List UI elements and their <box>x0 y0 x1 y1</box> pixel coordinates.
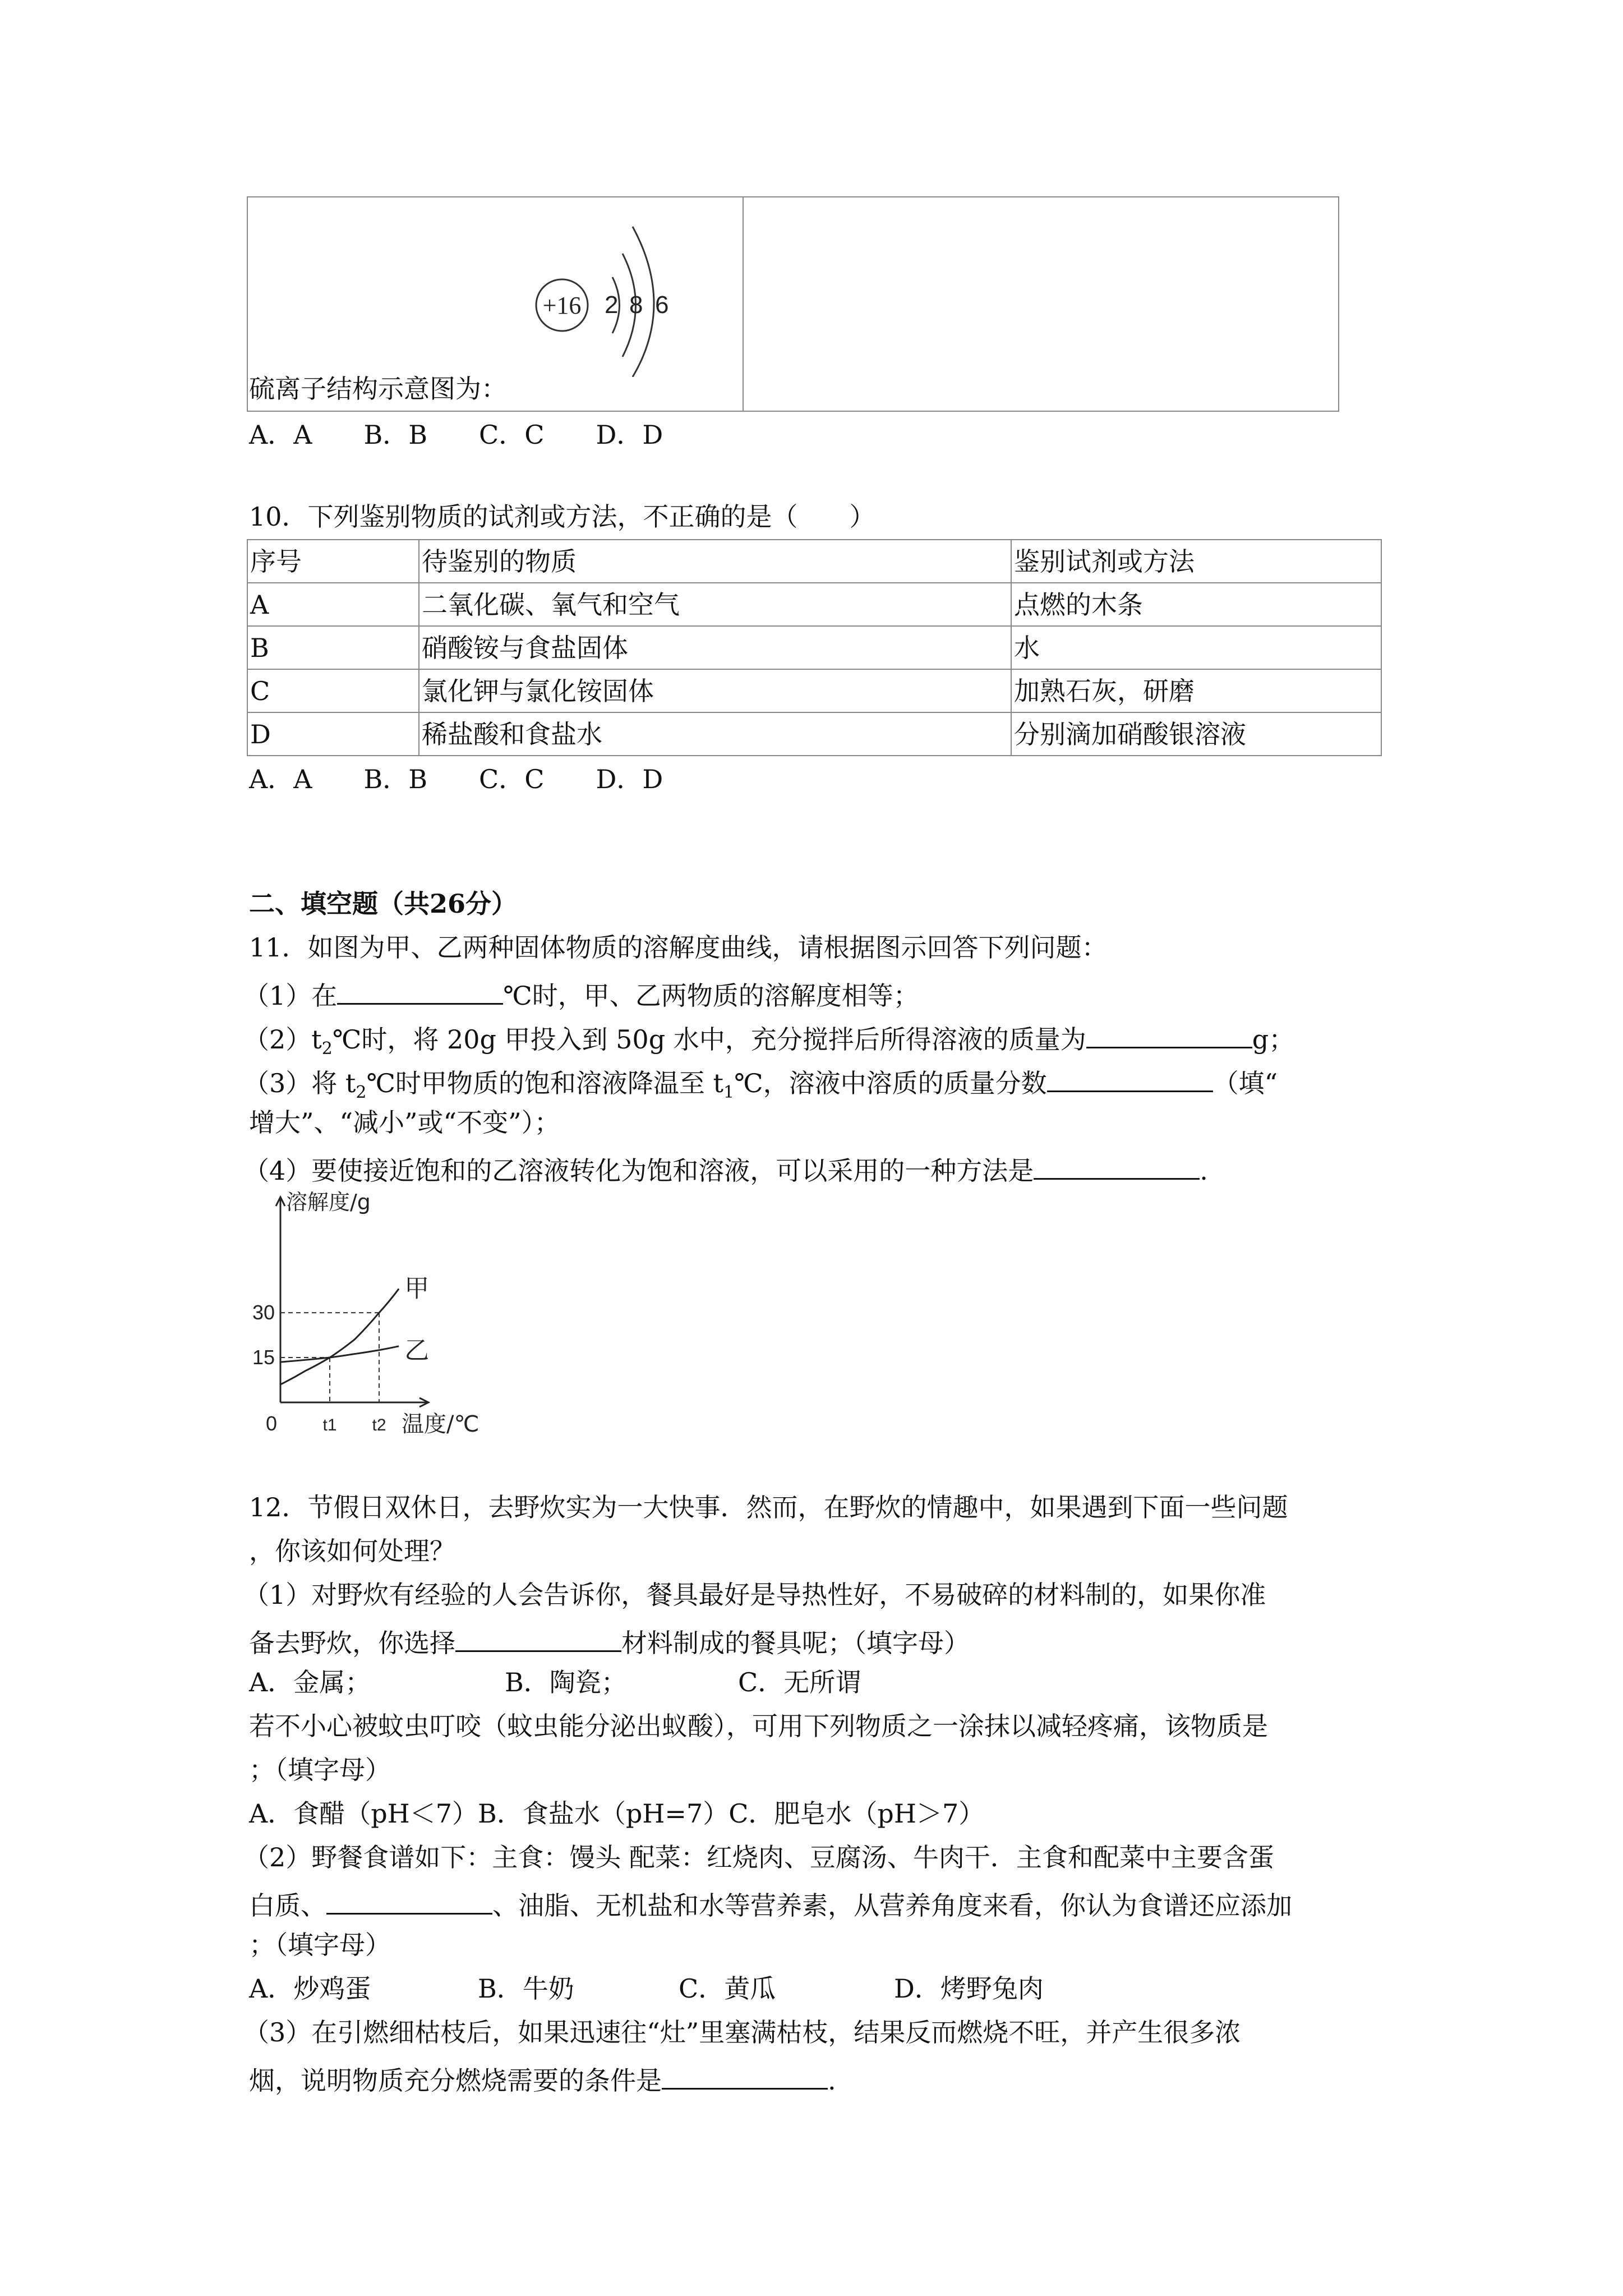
q12-line11-text-b: . <box>828 2065 836 2096</box>
q12-line9: ；（填字母） <box>249 1930 391 1960</box>
q9-table-divider <box>743 197 744 411</box>
sulfur-ion-diagram <box>528 209 697 377</box>
q12-option-a: A．金属； <box>249 1667 371 1697</box>
series-line-1 <box>280 1289 399 1384</box>
chart-labels <box>252 1190 479 1437</box>
subscript: 2 <box>356 1083 367 1103</box>
origin-label: 0 <box>265 1412 278 1435</box>
q12-line11-text-a: 烟，说明物质充分燃烧需要的条件是 <box>249 2065 662 2096</box>
q9-table <box>247 196 1339 412</box>
q10-header-method: 鉴别试剂或方法 <box>1011 540 1381 583</box>
q10-cell: 硝酸铵与食盐固体 <box>419 626 1011 669</box>
section-title: 二、填空题（共26分） <box>249 889 518 919</box>
q11-part3 <box>243 1066 1278 1101</box>
q10-cell: 氯化钾与氯化铵固体 <box>419 669 1011 712</box>
solubility-chart <box>247 1189 538 1447</box>
q10-cell: 加熟石灰，研磨 <box>1011 669 1381 712</box>
q12-line2: ，你该如何处理？ <box>249 1536 455 1566</box>
q12-line4 <box>249 1626 970 1656</box>
q11-stem: 11．如图为甲、乙两种固体物质的溶解度曲线，请根据图示回答下列问题： <box>249 932 1108 963</box>
x-axis-label: 温度/℃ <box>402 1411 479 1437</box>
q11-part3-text-d: （填“ <box>1212 1068 1278 1098</box>
q12-line4-text-b: 材料制成的餐具呢；（填字母） <box>621 1628 970 1658</box>
q11-part4-text-a: （4）要使接近饱和的乙溶液转化为饱和溶液，可以采用的一种方法是 <box>243 1156 1034 1186</box>
q11-part3-text-a: （3）将 t <box>243 1068 356 1098</box>
q12-line8-text-b: 、油脂、无机盐和水等营养素，从营养角度来看，你认为食谱还应添加 <box>492 1890 1292 1921</box>
y-axis-label: 溶解度/g <box>286 1190 371 1214</box>
subscript: 1 <box>723 1083 735 1103</box>
q11-part2-text-c: g； <box>1252 1024 1295 1055</box>
series-label-2: 乙 <box>404 1336 430 1365</box>
chart-lines <box>280 1289 399 1384</box>
q10-options: A．A B．B C．C D．D <box>249 764 663 794</box>
q11-part3-text-b: ℃时甲物质的饱和溶液降温至 t <box>366 1068 724 1098</box>
answer-blank[interactable] <box>1047 1066 1213 1092</box>
q10-cell: 水 <box>1011 626 1381 669</box>
q10-table <box>247 539 1382 756</box>
q12-line11 <box>249 2063 836 2096</box>
q10-stem: 10．下列鉴别物质的试剂或方法，不正确的是（ ） <box>249 501 875 532</box>
x-tick-label: t2 <box>372 1416 386 1434</box>
nucleus-charge: +16 <box>542 292 582 319</box>
q10-cell: 稀盐酸和食盐水 <box>419 712 1011 756</box>
q10-cell: B <box>247 626 419 669</box>
series-line-2 <box>280 1346 399 1362</box>
y-tick-label: 30 <box>252 1301 275 1324</box>
shell-count-2: 8 <box>629 291 643 319</box>
x-tick-label: t1 <box>322 1416 337 1434</box>
q11-part2 <box>243 1022 1294 1057</box>
answer-blank[interactable] <box>1086 1022 1252 1048</box>
answer-blank[interactable] <box>337 978 503 1005</box>
q12-option3-c: C．黄瓜 <box>679 1973 776 2004</box>
q12-line5: 若不小心被蚊虫叮咬（蚊虫能分泌出蚁酸），可用下列物质之一涂抹以减轻疼痛，该物质是 <box>249 1711 1268 1741</box>
q10-header-index: 序号 <box>247 540 419 583</box>
answer-blank[interactable] <box>326 1888 492 1915</box>
q11-part3-text-c: ℃，溶液中溶质的质量分数 <box>734 1068 1047 1098</box>
q12-line7: （2）野餐食谱如下：主食：馒头 配菜：红烧肉、豆腐汤、牛肉干．主食和配菜中主要含蛋 <box>243 1842 1274 1872</box>
q9-options: A．A B．B C．C D．D <box>249 420 663 450</box>
q12-option3-a: A．炒鸡蛋 <box>249 1973 371 2004</box>
q11-part1-text-a: （1）在 <box>243 981 338 1011</box>
subscript: 2 <box>321 1039 333 1059</box>
answer-blank[interactable] <box>1034 1153 1200 1180</box>
shell-count-3: 6 <box>655 291 669 319</box>
q12-options2: A．食醋（pH＜7）B．食盐水（pH=7）C．肥皂水（pH＞7） <box>249 1798 985 1829</box>
q11-part2-text-b: ℃时，将 20g 甲投入到 50g 水中，充分搅拌后所得溶液的质量为 <box>332 1024 1086 1055</box>
q12-line3: （1）对野炊有经验的人会告诉你，餐具最好是导热性好，不易破碎的材料制的，如果你准 <box>243 1580 1266 1610</box>
q10-cell: A <box>247 583 419 626</box>
q11-part4 <box>243 1153 1208 1184</box>
q11-part1-text-b: ℃时，甲、乙两物质的溶解度相等； <box>503 981 919 1011</box>
q11-part1 <box>243 978 919 1009</box>
q9-caption: 硫离子结构示意图为： <box>249 374 507 404</box>
q12-option3-b: B．牛奶 <box>478 1973 574 2004</box>
q10-cell: 点燃的木条 <box>1011 583 1381 626</box>
q12-line10: （3）在引燃细枯枝后，如果迅速往“灶”里塞满枯枝，结果反而燃烧不旺，并产生很多浓 <box>243 2017 1241 2047</box>
q11-part3-line2: 增大”、“减小”或“不变”）； <box>249 1107 560 1138</box>
q10-cell: D <box>247 712 419 756</box>
q10-cell: 分别滴加硝酸银溶液 <box>1011 712 1381 756</box>
answer-blank[interactable] <box>455 1626 621 1652</box>
q10-header-substance: 待鉴别的物质 <box>419 540 1011 583</box>
q10-cell: C <box>247 669 419 712</box>
y-tick-label: 15 <box>252 1346 275 1369</box>
q12-line6: ；（填字母） <box>249 1755 391 1785</box>
q12-option-b: B．陶瓷； <box>505 1667 627 1697</box>
q12-line8 <box>249 1888 1292 1921</box>
series-label-1: 甲 <box>404 1274 430 1303</box>
q11-part4-text-b: . <box>1200 1156 1208 1186</box>
q11-part2-text-a: （2）t <box>243 1024 322 1055</box>
q12-line8-text-a: 白质、 <box>249 1890 326 1921</box>
q12-option3-d: D．烤野兔肉 <box>894 1973 1044 2004</box>
q12-line4-text-a: 备去野炊，你选择 <box>249 1628 455 1658</box>
q12-option-c: C．无所谓 <box>738 1667 861 1697</box>
shell-count-1: 2 <box>605 291 619 319</box>
answer-blank[interactable] <box>662 2063 828 2090</box>
q10-cell: 二氧化碳、氧气和空气 <box>419 583 1011 626</box>
q12-line1: 12．节假日双休日，去野炊实为一大快事．然而，在野炊的情趣中，如果遇到下面一些问题 <box>249 1492 1288 1522</box>
